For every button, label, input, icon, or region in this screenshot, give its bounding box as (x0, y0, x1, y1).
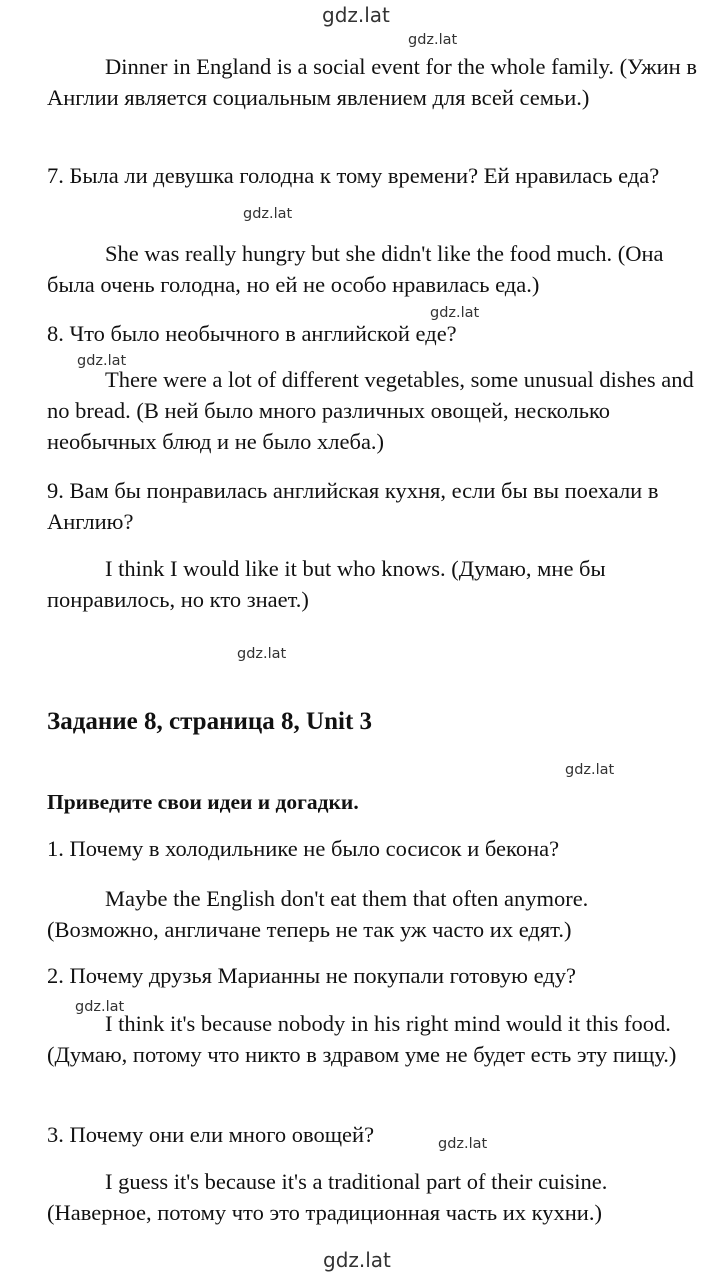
watermark-top: gdz.lat (322, 3, 390, 27)
watermark-bottom: gdz.lat (323, 1248, 391, 1272)
question-3: 3. Почему они ели много овощей? (47, 1122, 375, 1147)
watermark: gdz.lat (75, 999, 125, 1015)
watermark: gdz.lat (243, 206, 293, 222)
watermark: gdz.lat (430, 305, 480, 321)
answer-3: I guess it's because it's a traditional part of their cuisine. (Наверное, потому что это традиционная часть их кухни.) (47, 1169, 608, 1225)
task-heading: Задание 8, страница 8, Unit 3 (47, 708, 373, 735)
answer-9: I think I would like it but who knows. (Думаю, мне бы понравилось, но кто знает.) (47, 556, 606, 612)
answer-8: There were a lot of different vegetables, some unusual dishes and no bread. (В ней было много различных овощей, несколько необычных блюд и не было хлеба.) (47, 367, 694, 454)
answer-1: Maybe the English don't eat them that often anymore. (Возможно, англичане теперь не так уж часто их едят.) (47, 886, 589, 942)
question-7: 7. Была ли девушка голодна к тому времени? Ей нравилась еда? (47, 163, 660, 188)
task-instruction: Приведите свои идеи и догадки. (47, 790, 359, 814)
answer-paragraph: Dinner in England is a social event for the whole family. (Ужин в Англии является социальным явлением для всей семьи.) (47, 54, 697, 110)
question-1: 1. Почему в холодильнике не было сосисок и бекона? (47, 836, 560, 861)
question-9: 9. Вам бы понравилась английская кухня, если бы вы поехали в Англию? (47, 478, 659, 534)
watermark: gdz.lat (408, 32, 458, 48)
watermark: gdz.lat (565, 762, 615, 778)
watermark: gdz.lat (438, 1136, 488, 1152)
question-2: 2. Почему друзья Марианны не покупали готовую еду? (47, 963, 576, 988)
question-8: 8. Что было необычного в английской еде? (47, 321, 457, 346)
watermark: gdz.lat (77, 353, 127, 369)
answer-7: She was really hungry but she didn't like the food much. (Она была очень голодна, но ей не особо нравилась еда.) (47, 241, 664, 297)
watermark: gdz.lat (237, 646, 287, 662)
answer-2: I think it's because nobody in his right mind would it this food. (Думаю, потому что никто в здравом уме не будет есть эту пищу.) (47, 1011, 677, 1067)
